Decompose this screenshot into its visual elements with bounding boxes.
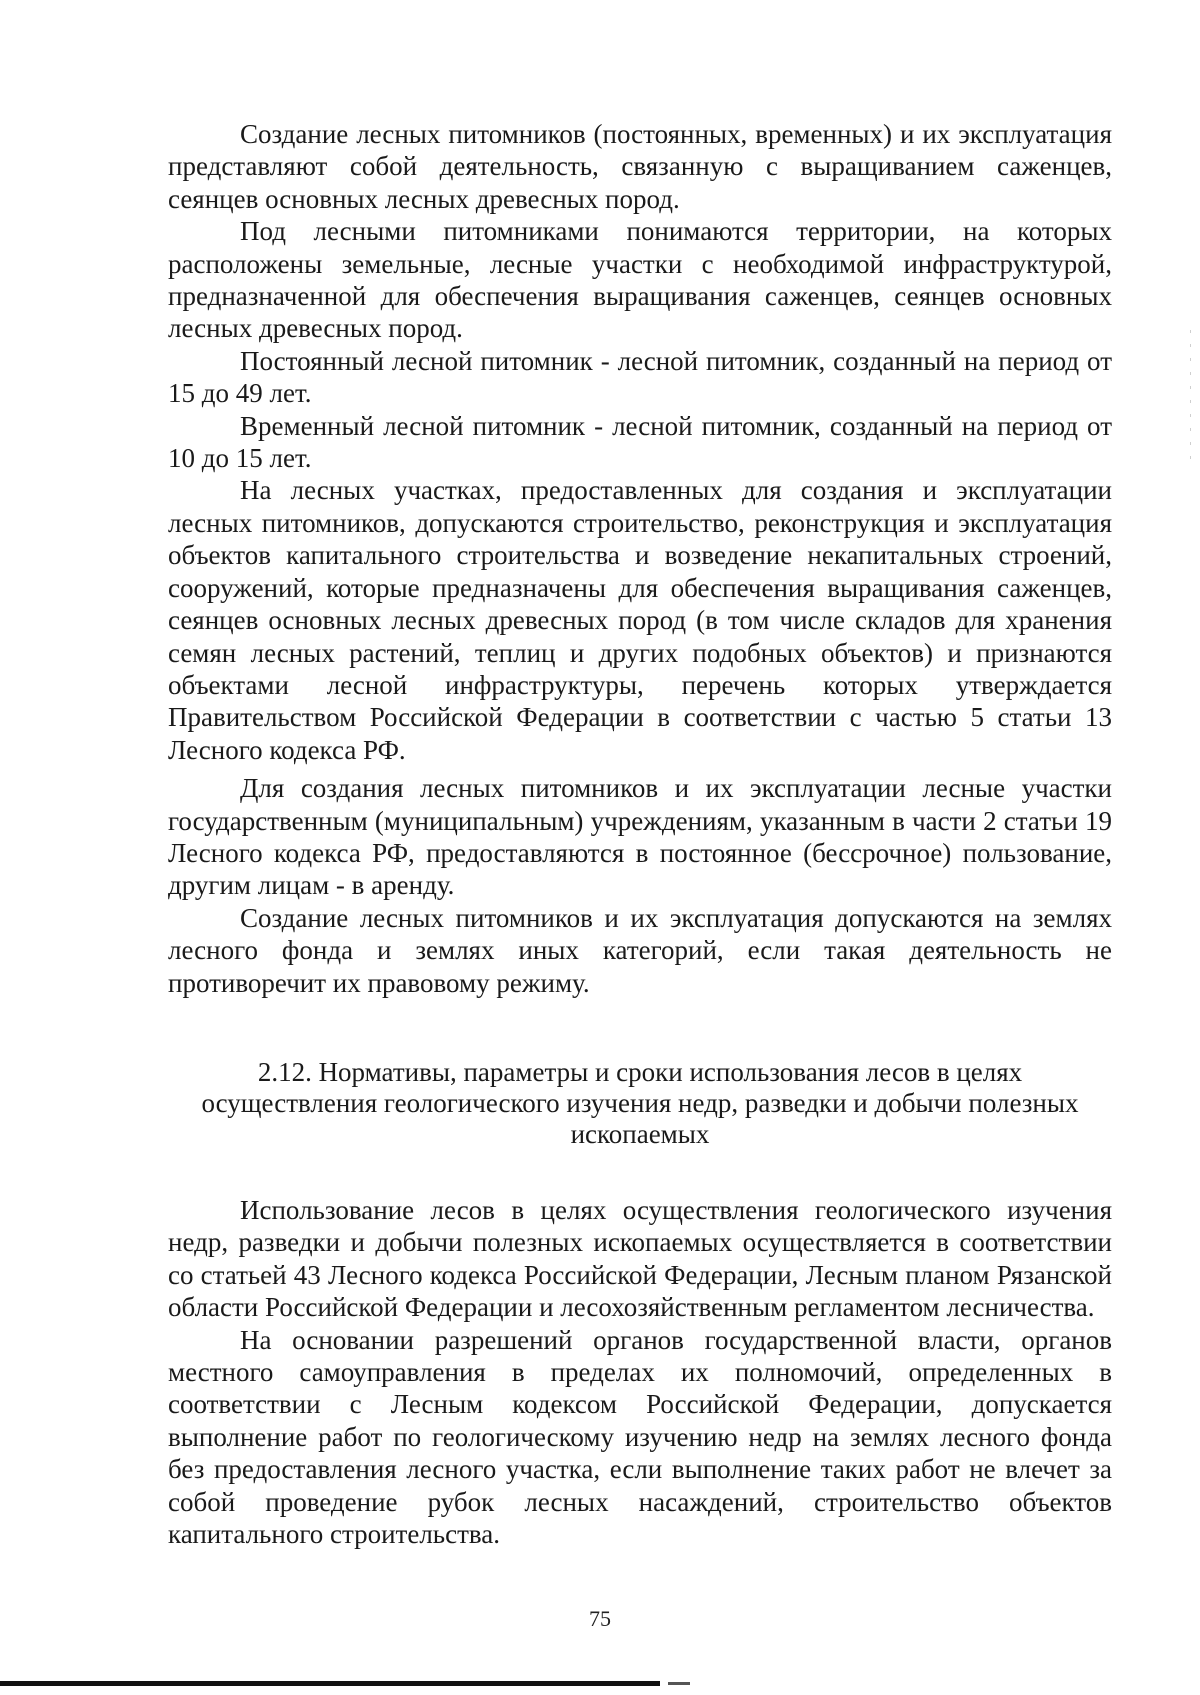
paragraph-geology-usage: Использование лесов в целях осуществления геологического изучения недр, разведки и добычи полезных ископаемых осуществляется в соответствии со статьей 43 Лесного кодекса Российской Федерации, Лесным планом Рязанской области Российской Федерации и лесохозяйственным регламентом лесничества. [168,1194,1112,1323]
paragraph-temporary-nursery: Временный лесной питомник - лесной питомник, созданный на период от 10 до 15 лет. [168,410,1112,474]
scan-bottom-edge-fragment [668,1682,690,1685]
paragraph-nursery-definition: Под лесными питомниками понимаются территории, на которых расположены земельные, лесные участки с необходимой инфраструктурой, предназначенной для обеспечения выращивания саженцев, сеянцев основных лесных древесных пород. [168,216,1112,344]
paragraph-permanent-nursery: Постоянный лесной питомник - лесной питомник, созданный на период от 15 до 49 лет. [168,345,1112,409]
section-body [168,1194,1112,1550]
paragraph-nursery-land-categories: Создание лесных питомников и их эксплуатация допускаются на землях лесного фонда и землях иных категорий, если такая деятельность не противоречит их правовому режиму. [168,902,1112,998]
document-page [168,118,1112,1550]
page-number: 75 [589,1606,611,1631]
scan-margin-specks [1190,330,1191,460]
scan-bottom-edge [0,1681,660,1686]
paragraph-nursery-land-use: Для создания лесных питомников и их эксплуатации лесные участки государственным (муниципальным) учреждениям, указанным в части 2 статьи 19 Лесного кодекса РФ, предоставляются в постоянное (бессрочное) пользование, другим лицам - в аренду. [168,773,1112,901]
section-heading: 2.12. Нормативы, параметры и сроки использования лесов в целях осуществления геологического изучения недр, разведки и добычи полезных ископаемых [201,1056,1079,1149]
paragraph-nursery-infrastructure: На лесных участках, предоставленных для создания и эксплуатации лесных питомников, допускаются строительство, реконструкция и эксплуатация объектов капитального строительства и возведение некапитальных строений, сооружений, которые предназначены для обеспечения выращивания саженцев, сеянцев основных лесных древесных пород (в том числе складов для хранения семян лесных растений, теплиц и других подобных объектов) и признаются объектами лесной инфраструктуры, перечень которых утверждается Правительством Российской Федерации в соответствии с частью 5 статьи 13 Лесного кодекса РФ. [168,475,1112,765]
paragraph-nursery-creation: Создание лесных питомников (постоянных, временных) и их эксплуатация представляют собой деятельность, связанную с выращиванием саженцев, сеянцев основных лесных древесных пород. [168,119,1112,214]
paragraph-geology-permits: На основании разрешений органов государственной власти, органов местного самоуправления в пределах их полномочий, определенных в соответствии с Лесным кодексом Российской Федерации, допускается выполнение работ по геологическому изучению недр на землях лесного фонда без предоставления лесного участка, если выполнение таких работ не влечет за собой проведение рубок лесных насаждений, строительство объектов капитального строительства. [168,1324,1112,1550]
